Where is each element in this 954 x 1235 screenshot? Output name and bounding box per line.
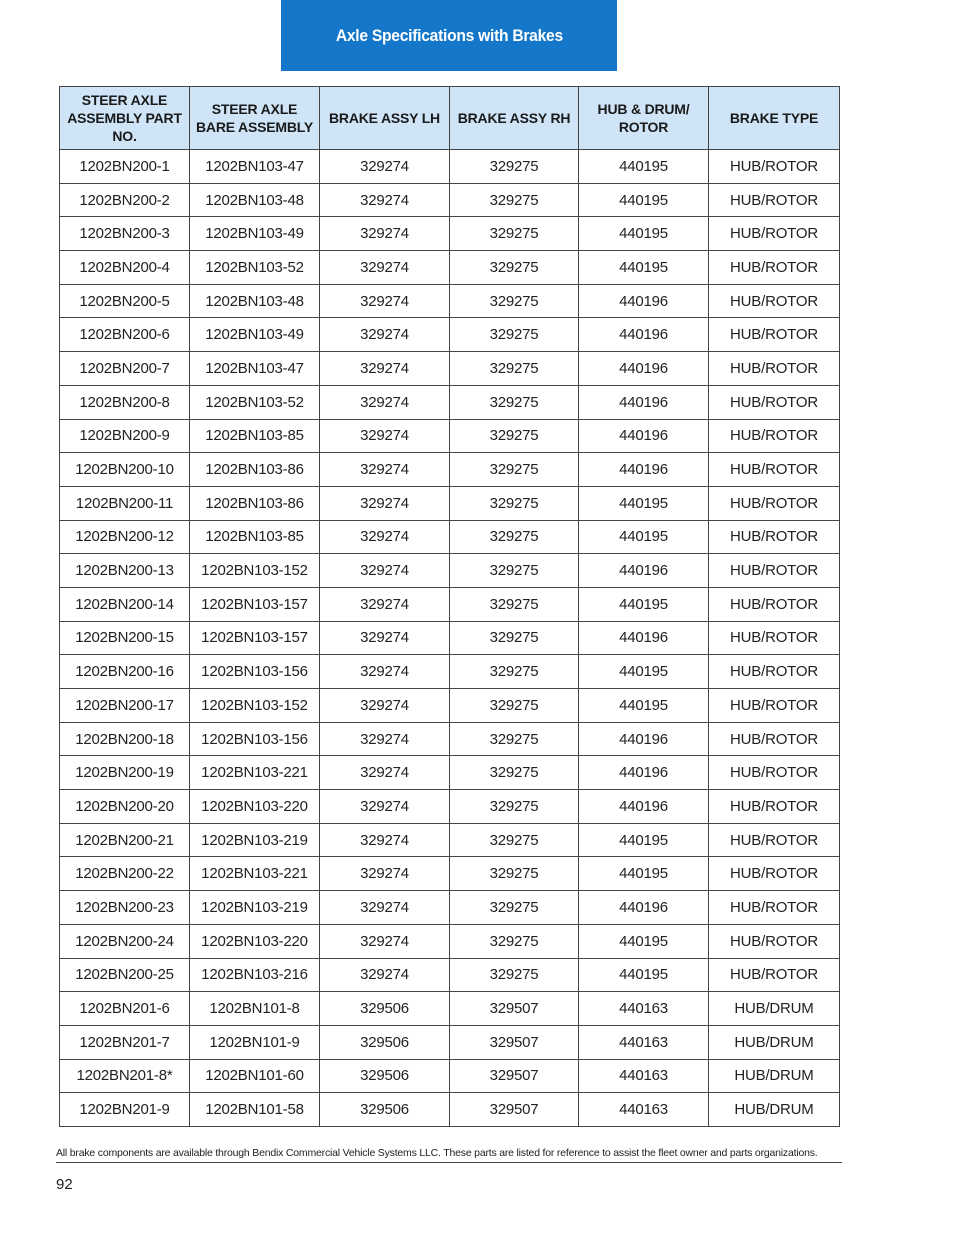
assembly-part-no-cell: 1202BN200-5 xyxy=(60,284,190,318)
bare-assembly-cell: 1202BN103-156 xyxy=(190,655,320,689)
hub-drum-rotor-cell: 440196 xyxy=(579,385,709,419)
brake-type-cell: HUB/ROTOR xyxy=(709,891,840,925)
brake-assy-lh-cell: 329274 xyxy=(320,419,450,453)
brake-assy-rh-cell: 329275 xyxy=(450,655,579,689)
brake-assy-lh-cell: 329506 xyxy=(320,1025,450,1059)
brake-assy-rh-cell: 329507 xyxy=(450,1093,579,1127)
brake-assy-lh-cell: 329274 xyxy=(320,520,450,554)
table-row xyxy=(60,958,840,992)
brake-type-cell: HUB/ROTOR xyxy=(709,352,840,386)
table-row xyxy=(60,621,840,655)
brake-assy-lh-cell: 329274 xyxy=(320,655,450,689)
table-row xyxy=(60,1059,840,1093)
assembly-part-no-cell: 1202BN200-4 xyxy=(60,251,190,285)
assembly-part-no-cell: 1202BN201-7 xyxy=(60,1025,190,1059)
brake-type-cell: HUB/ROTOR xyxy=(709,554,840,588)
brake-type-cell: HUB/DRUM xyxy=(709,992,840,1026)
bare-assembly-cell: 1202BN103-216 xyxy=(190,958,320,992)
brake-assy-rh-cell: 329275 xyxy=(450,924,579,958)
table-row xyxy=(60,722,840,756)
table-row xyxy=(60,689,840,723)
hub-drum-rotor-cell: 440195 xyxy=(579,823,709,857)
column-header-brake-assy-lh: BRAKE ASSY LH xyxy=(320,87,450,150)
assembly-part-no-cell: 1202BN200-24 xyxy=(60,924,190,958)
brake-assy-lh-cell: 329274 xyxy=(320,621,450,655)
assembly-part-no-cell: 1202BN200-1 xyxy=(60,150,190,184)
brake-type-cell: HUB/ROTOR xyxy=(709,183,840,217)
brake-type-cell: HUB/ROTOR xyxy=(709,587,840,621)
hub-drum-rotor-cell: 440196 xyxy=(579,352,709,386)
hub-drum-rotor-cell: 440195 xyxy=(579,857,709,891)
section-title-banner xyxy=(281,0,617,71)
assembly-part-no-cell: 1202BN200-2 xyxy=(60,183,190,217)
bare-assembly-cell: 1202BN103-86 xyxy=(190,486,320,520)
hub-drum-rotor-cell: 440195 xyxy=(579,183,709,217)
bare-assembly-cell: 1202BN103-221 xyxy=(190,756,320,790)
bare-assembly-cell: 1202BN101-8 xyxy=(190,992,320,1026)
brake-assy-lh-cell: 329274 xyxy=(320,385,450,419)
hub-drum-rotor-cell: 440195 xyxy=(579,251,709,285)
hub-drum-rotor-cell: 440196 xyxy=(579,554,709,588)
assembly-part-no-cell: 1202BN201-9 xyxy=(60,1093,190,1127)
brake-type-cell: HUB/ROTOR xyxy=(709,385,840,419)
table-row xyxy=(60,150,840,184)
bare-assembly-cell: 1202BN103-86 xyxy=(190,453,320,487)
brake-assy-lh-cell: 329274 xyxy=(320,318,450,352)
brake-assy-rh-cell: 329275 xyxy=(450,621,579,655)
hub-drum-rotor-cell: 440163 xyxy=(579,992,709,1026)
brake-assy-rh-cell: 329275 xyxy=(450,217,579,251)
bare-assembly-cell: 1202BN101-9 xyxy=(190,1025,320,1059)
bare-assembly-cell: 1202BN103-52 xyxy=(190,251,320,285)
brake-assy-rh-cell: 329275 xyxy=(450,419,579,453)
table-row xyxy=(60,352,840,386)
table-row xyxy=(60,486,840,520)
hub-drum-rotor-cell: 440195 xyxy=(579,689,709,723)
assembly-part-no-cell: 1202BN200-14 xyxy=(60,587,190,621)
table-row xyxy=(60,520,840,554)
bare-assembly-cell: 1202BN103-220 xyxy=(190,924,320,958)
brake-assy-lh-cell: 329274 xyxy=(320,486,450,520)
brake-type-cell: HUB/ROTOR xyxy=(709,318,840,352)
brake-assy-rh-cell: 329275 xyxy=(450,857,579,891)
page-number: 92 xyxy=(56,1176,73,1193)
bare-assembly-cell: 1202BN103-85 xyxy=(190,419,320,453)
bare-assembly-cell: 1202BN103-221 xyxy=(190,857,320,891)
brake-type-cell: HUB/ROTOR xyxy=(709,419,840,453)
section-title: Axle Specifications with Brakes xyxy=(335,25,563,45)
brake-assy-lh-cell: 329274 xyxy=(320,554,450,588)
hub-drum-rotor-cell: 440195 xyxy=(579,150,709,184)
brake-type-cell: HUB/DRUM xyxy=(709,1025,840,1059)
assembly-part-no-cell: 1202BN201-8* xyxy=(60,1059,190,1093)
hub-drum-rotor-cell: 440195 xyxy=(579,958,709,992)
hub-drum-rotor-cell: 440196 xyxy=(579,318,709,352)
assembly-part-no-cell: 1202BN200-23 xyxy=(60,891,190,925)
hub-drum-rotor-cell: 440195 xyxy=(579,520,709,554)
brake-assy-lh-cell: 329274 xyxy=(320,958,450,992)
brake-assy-lh-cell: 329274 xyxy=(320,857,450,891)
brake-assy-rh-cell: 329275 xyxy=(450,486,579,520)
hub-drum-rotor-cell: 440196 xyxy=(579,891,709,925)
table-row xyxy=(60,823,840,857)
brake-assy-rh-cell: 329275 xyxy=(450,587,579,621)
assembly-part-no-cell: 1202BN200-20 xyxy=(60,790,190,824)
brake-type-cell: HUB/ROTOR xyxy=(709,689,840,723)
assembly-part-no-cell: 1202BN200-19 xyxy=(60,756,190,790)
brake-assy-lh-cell: 329274 xyxy=(320,251,450,285)
assembly-part-no-cell: 1202BN201-6 xyxy=(60,992,190,1026)
brake-type-cell: HUB/ROTOR xyxy=(709,453,840,487)
assembly-part-no-cell: 1202BN200-12 xyxy=(60,520,190,554)
bare-assembly-cell: 1202BN103-219 xyxy=(190,823,320,857)
assembly-part-no-cell: 1202BN200-25 xyxy=(60,958,190,992)
column-header-steer-axle-assembly-part-no: STEER AXLE ASSEMBLY PART NO. xyxy=(60,87,190,150)
brake-type-cell: HUB/ROTOR xyxy=(709,790,840,824)
table-row xyxy=(60,183,840,217)
hub-drum-rotor-cell: 440196 xyxy=(579,756,709,790)
bare-assembly-cell: 1202BN103-48 xyxy=(190,284,320,318)
brake-assy-lh-cell: 329274 xyxy=(320,924,450,958)
table-row xyxy=(60,318,840,352)
assembly-part-no-cell: 1202BN200-3 xyxy=(60,217,190,251)
brake-assy-lh-cell: 329274 xyxy=(320,891,450,925)
bare-assembly-cell: 1202BN103-157 xyxy=(190,621,320,655)
hub-drum-rotor-cell: 440195 xyxy=(579,655,709,689)
brake-assy-rh-cell: 329275 xyxy=(450,385,579,419)
brake-assy-rh-cell: 329507 xyxy=(450,992,579,1026)
brake-assy-lh-cell: 329274 xyxy=(320,587,450,621)
table-row xyxy=(60,857,840,891)
bare-assembly-cell: 1202BN101-60 xyxy=(190,1059,320,1093)
hub-drum-rotor-cell: 440196 xyxy=(579,419,709,453)
hub-drum-rotor-cell: 440195 xyxy=(579,587,709,621)
table-body xyxy=(60,150,840,1127)
brake-type-cell: HUB/ROTOR xyxy=(709,486,840,520)
brake-assy-rh-cell: 329275 xyxy=(450,150,579,184)
column-header-steer-axle-bare-assembly: STEER AXLE BARE ASSEMBLY xyxy=(190,87,320,150)
brake-assy-lh-cell: 329274 xyxy=(320,756,450,790)
brake-type-cell: HUB/ROTOR xyxy=(709,924,840,958)
brake-assy-rh-cell: 329275 xyxy=(450,352,579,386)
brake-type-cell: HUB/ROTOR xyxy=(709,857,840,891)
bare-assembly-cell: 1202BN103-49 xyxy=(190,217,320,251)
hub-drum-rotor-cell: 440195 xyxy=(579,217,709,251)
brake-type-cell: HUB/ROTOR xyxy=(709,655,840,689)
brake-assy-rh-cell: 329275 xyxy=(450,958,579,992)
table-row xyxy=(60,217,840,251)
table-row xyxy=(60,587,840,621)
bare-assembly-cell: 1202BN103-47 xyxy=(190,150,320,184)
assembly-part-no-cell: 1202BN200-10 xyxy=(60,453,190,487)
bare-assembly-cell: 1202BN103-157 xyxy=(190,587,320,621)
footer-note: All brake components are available through Bendix Commercial Vehicle Systems LLC. These parts are listed for reference to assist the fleet owner and parts organizations. xyxy=(56,1147,842,1163)
brake-type-cell: HUB/ROTOR xyxy=(709,150,840,184)
brake-assy-rh-cell: 329275 xyxy=(450,823,579,857)
brake-type-cell: HUB/ROTOR xyxy=(709,958,840,992)
brake-assy-rh-cell: 329275 xyxy=(450,520,579,554)
brake-assy-lh-cell: 329274 xyxy=(320,284,450,318)
brake-assy-lh-cell: 329274 xyxy=(320,823,450,857)
bare-assembly-cell: 1202BN103-152 xyxy=(190,554,320,588)
axle-specifications-table xyxy=(59,86,840,1127)
assembly-part-no-cell: 1202BN200-7 xyxy=(60,352,190,386)
brake-type-cell: HUB/ROTOR xyxy=(709,520,840,554)
brake-assy-lh-cell: 329274 xyxy=(320,217,450,251)
bare-assembly-cell: 1202BN103-85 xyxy=(190,520,320,554)
table-row xyxy=(60,756,840,790)
brake-assy-lh-cell: 329506 xyxy=(320,1093,450,1127)
brake-type-cell: HUB/ROTOR xyxy=(709,722,840,756)
table-header-row xyxy=(60,87,840,150)
bare-assembly-cell: 1202BN103-52 xyxy=(190,385,320,419)
brake-type-cell: HUB/ROTOR xyxy=(709,823,840,857)
brake-assy-rh-cell: 329507 xyxy=(450,1059,579,1093)
brake-type-cell: HUB/ROTOR xyxy=(709,621,840,655)
brake-assy-rh-cell: 329275 xyxy=(450,756,579,790)
brake-assy-rh-cell: 329275 xyxy=(450,722,579,756)
bare-assembly-cell: 1202BN103-156 xyxy=(190,722,320,756)
brake-assy-rh-cell: 329275 xyxy=(450,453,579,487)
brake-assy-lh-cell: 329274 xyxy=(320,183,450,217)
table-row xyxy=(60,284,840,318)
table-row xyxy=(60,790,840,824)
assembly-part-no-cell: 1202BN200-15 xyxy=(60,621,190,655)
table-row xyxy=(60,1093,840,1127)
brake-type-cell: HUB/ROTOR xyxy=(709,756,840,790)
hub-drum-rotor-cell: 440195 xyxy=(579,486,709,520)
bare-assembly-cell: 1202BN103-47 xyxy=(190,352,320,386)
column-header-brake-assy-rh: BRAKE ASSY RH xyxy=(450,87,579,150)
table-row xyxy=(60,891,840,925)
brake-type-cell: HUB/ROTOR xyxy=(709,284,840,318)
assembly-part-no-cell: 1202BN200-18 xyxy=(60,722,190,756)
column-header-hub-drum-rotor: HUB & DRUM/ ROTOR xyxy=(579,87,709,150)
assembly-part-no-cell: 1202BN200-13 xyxy=(60,554,190,588)
brake-type-cell: HUB/ROTOR xyxy=(709,251,840,285)
brake-assy-rh-cell: 329275 xyxy=(450,891,579,925)
column-header-brake-type: BRAKE TYPE xyxy=(709,87,840,150)
table-row xyxy=(60,924,840,958)
hub-drum-rotor-cell: 440196 xyxy=(579,722,709,756)
assembly-part-no-cell: 1202BN200-6 xyxy=(60,318,190,352)
assembly-part-no-cell: 1202BN200-8 xyxy=(60,385,190,419)
table-row xyxy=(60,554,840,588)
brake-assy-rh-cell: 329275 xyxy=(450,554,579,588)
table-row xyxy=(60,1025,840,1059)
brake-assy-rh-cell: 329275 xyxy=(450,284,579,318)
assembly-part-no-cell: 1202BN200-11 xyxy=(60,486,190,520)
bare-assembly-cell: 1202BN103-49 xyxy=(190,318,320,352)
bare-assembly-cell: 1202BN103-48 xyxy=(190,183,320,217)
hub-drum-rotor-cell: 440163 xyxy=(579,1059,709,1093)
bare-assembly-cell: 1202BN101-58 xyxy=(190,1093,320,1127)
table-row xyxy=(60,453,840,487)
bare-assembly-cell: 1202BN103-219 xyxy=(190,891,320,925)
brake-assy-lh-cell: 329274 xyxy=(320,453,450,487)
hub-drum-rotor-cell: 440196 xyxy=(579,790,709,824)
hub-drum-rotor-cell: 440163 xyxy=(579,1093,709,1127)
brake-assy-lh-cell: 329274 xyxy=(320,790,450,824)
brake-type-cell: HUB/DRUM xyxy=(709,1093,840,1127)
hub-drum-rotor-cell: 440163 xyxy=(579,1025,709,1059)
brake-assy-lh-cell: 329506 xyxy=(320,1059,450,1093)
bare-assembly-cell: 1202BN103-152 xyxy=(190,689,320,723)
table-row xyxy=(60,385,840,419)
brake-assy-lh-cell: 329274 xyxy=(320,689,450,723)
table-row xyxy=(60,251,840,285)
table-row xyxy=(60,419,840,453)
brake-assy-lh-cell: 329274 xyxy=(320,722,450,756)
brake-assy-lh-cell: 329506 xyxy=(320,992,450,1026)
assembly-part-no-cell: 1202BN200-22 xyxy=(60,857,190,891)
brake-assy-lh-cell: 329274 xyxy=(320,352,450,386)
assembly-part-no-cell: 1202BN200-16 xyxy=(60,655,190,689)
assembly-part-no-cell: 1202BN200-21 xyxy=(60,823,190,857)
table-row xyxy=(60,992,840,1026)
brake-type-cell: HUB/ROTOR xyxy=(709,217,840,251)
brake-assy-rh-cell: 329275 xyxy=(450,318,579,352)
brake-assy-rh-cell: 329275 xyxy=(450,183,579,217)
assembly-part-no-cell: 1202BN200-9 xyxy=(60,419,190,453)
hub-drum-rotor-cell: 440196 xyxy=(579,453,709,487)
hub-drum-rotor-cell: 440196 xyxy=(579,284,709,318)
brake-assy-lh-cell: 329274 xyxy=(320,150,450,184)
brake-assy-rh-cell: 329275 xyxy=(450,790,579,824)
brake-assy-rh-cell: 329275 xyxy=(450,689,579,723)
brake-assy-rh-cell: 329507 xyxy=(450,1025,579,1059)
bare-assembly-cell: 1202BN103-220 xyxy=(190,790,320,824)
hub-drum-rotor-cell: 440195 xyxy=(579,924,709,958)
brake-type-cell: HUB/DRUM xyxy=(709,1059,840,1093)
table-row xyxy=(60,655,840,689)
assembly-part-no-cell: 1202BN200-17 xyxy=(60,689,190,723)
hub-drum-rotor-cell: 440196 xyxy=(579,621,709,655)
brake-assy-rh-cell: 329275 xyxy=(450,251,579,285)
